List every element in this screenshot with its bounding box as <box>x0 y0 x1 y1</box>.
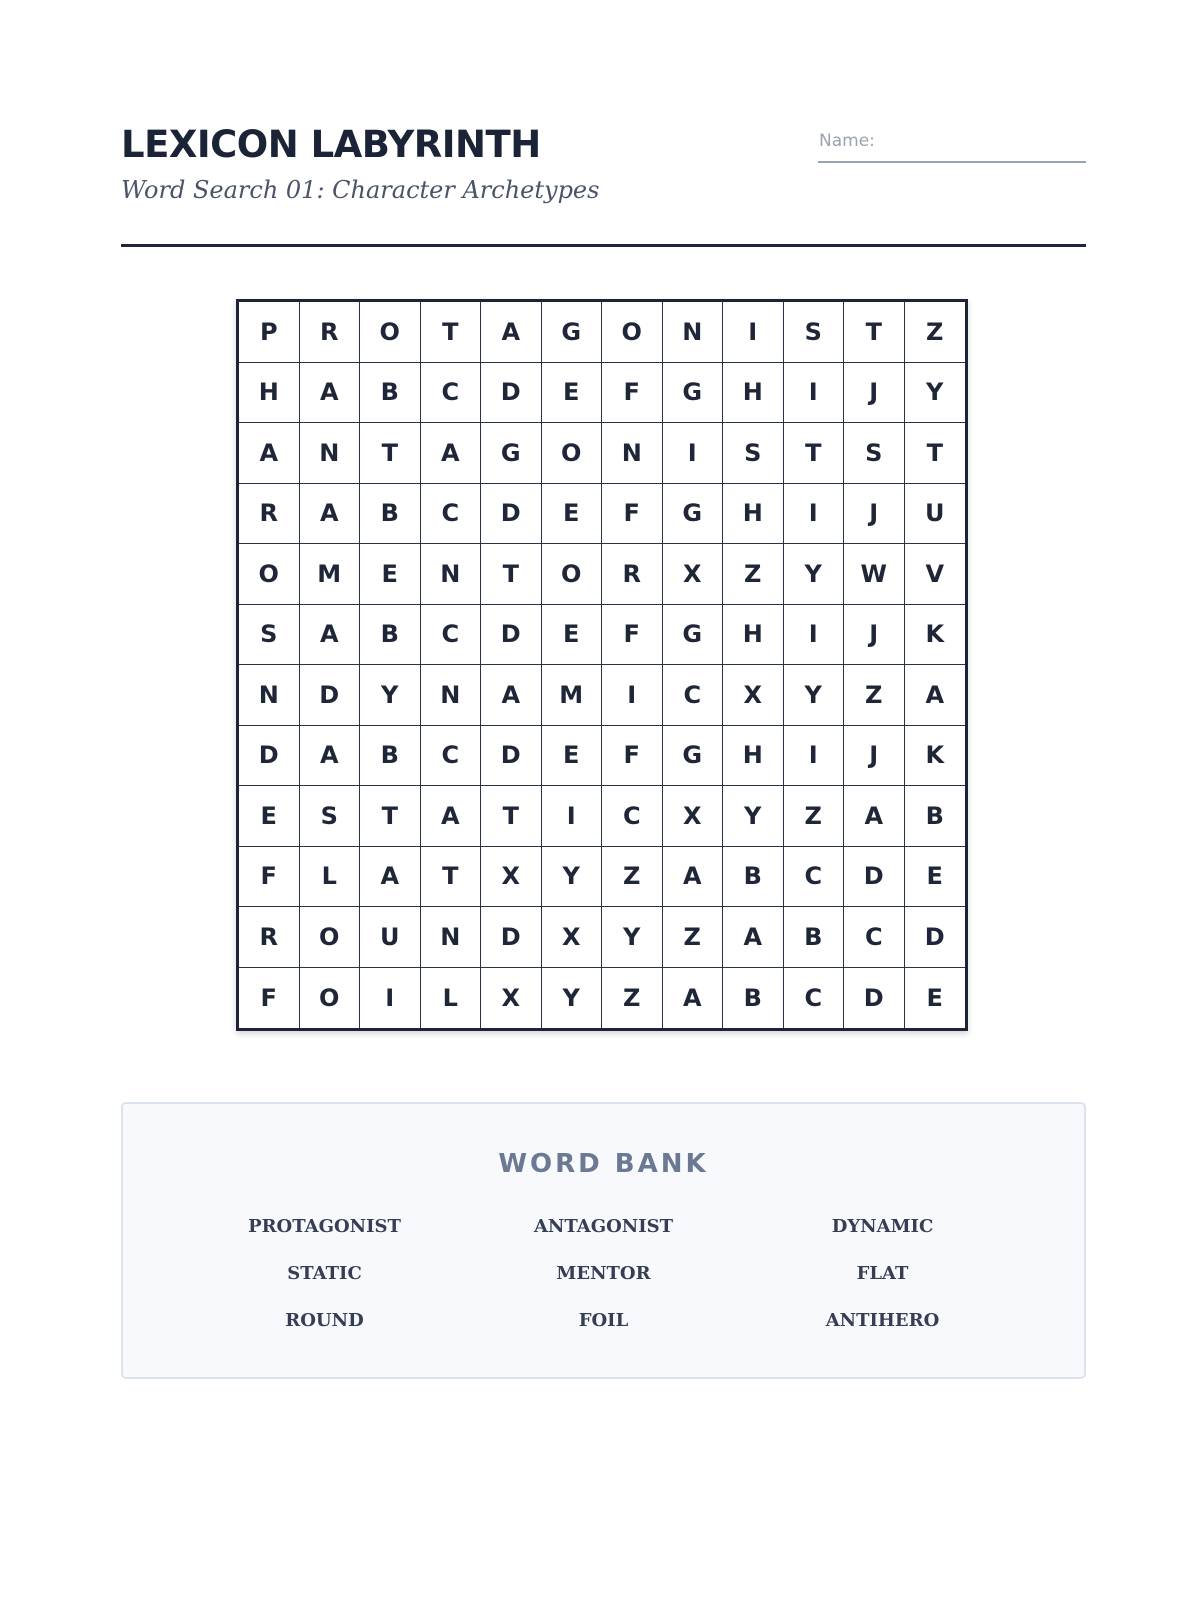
grid-cell[interactable]: A <box>239 423 300 484</box>
grid-cell[interactable]: N <box>421 665 482 726</box>
grid-cell[interactable]: F <box>602 726 663 787</box>
grid-cell[interactable]: X <box>723 665 784 726</box>
grid-cell[interactable]: D <box>481 484 542 545</box>
word-bank-item: FOIL <box>578 1310 629 1331</box>
grid-cell[interactable]: A <box>421 423 482 484</box>
grid-cell[interactable]: D <box>844 847 905 908</box>
grid-cell[interactable]: A <box>905 665 966 726</box>
grid-cell[interactable]: B <box>905 786 966 847</box>
grid-cell[interactable]: N <box>421 907 482 968</box>
grid-cell[interactable]: B <box>360 726 421 787</box>
grid-cell[interactable]: T <box>421 847 482 908</box>
grid-cell[interactable]: I <box>602 665 663 726</box>
word-bank-item: FLAT <box>856 1263 909 1284</box>
word-bank-item: ANTIHERO <box>825 1310 940 1331</box>
page-title: LEXICON LABYRINTH <box>121 123 541 166</box>
grid-cell[interactable]: G <box>663 605 724 666</box>
grid-cell[interactable]: Z <box>784 786 845 847</box>
grid-cell[interactable]: A <box>844 786 905 847</box>
grid-cell[interactable]: B <box>723 847 784 908</box>
grid-cell[interactable]: F <box>602 363 663 424</box>
grid-cell[interactable]: A <box>421 786 482 847</box>
grid-cell[interactable]: Y <box>360 665 421 726</box>
grid-cell[interactable]: D <box>844 968 905 1029</box>
grid-cell[interactable]: O <box>300 907 361 968</box>
grid-cell[interactable]: B <box>360 363 421 424</box>
grid-cell[interactable]: G <box>663 484 724 545</box>
grid-cell[interactable]: O <box>239 544 300 605</box>
grid-cell[interactable]: N <box>663 302 724 363</box>
grid-cell[interactable]: O <box>542 423 603 484</box>
grid-cell[interactable]: S <box>300 786 361 847</box>
grid-cell[interactable]: E <box>542 726 603 787</box>
grid-cell[interactable]: Y <box>602 907 663 968</box>
grid-cell[interactable]: X <box>481 968 542 1029</box>
grid-cell[interactable]: T <box>481 544 542 605</box>
grid-cell[interactable]: Z <box>723 544 784 605</box>
grid-cell[interactable]: H <box>239 363 300 424</box>
grid-cell[interactable]: R <box>239 907 300 968</box>
grid-cell[interactable]: R <box>602 544 663 605</box>
grid-cell[interactable]: A <box>300 484 361 545</box>
grid-cell[interactable]: E <box>926 983 943 1012</box>
word-bank-title: WORD BANK <box>498 1149 709 1179</box>
grid-cell[interactable]: X <box>663 544 724 605</box>
word-bank-list <box>185 1216 1022 1331</box>
grid-cell[interactable]: A <box>360 847 421 908</box>
grid-cell[interactable]: H <box>723 484 784 545</box>
grid-cell[interactable]: W <box>844 544 905 605</box>
grid-cell[interactable]: D <box>905 907 966 968</box>
grid-cell[interactable]: K <box>905 726 966 787</box>
grid-cell[interactable]: A <box>300 363 361 424</box>
grid-cell[interactable]: F <box>239 847 300 908</box>
grid-cell[interactable]: E <box>542 363 603 424</box>
grid-cell[interactable]: F <box>239 968 300 1029</box>
grid-cell[interactable]: L <box>421 968 482 1029</box>
page-subtitle: Word Search 01: Character Archetypes <box>121 176 600 204</box>
grid-cell[interactable]: A <box>663 847 724 908</box>
grid-cell[interactable]: N <box>239 665 300 726</box>
grid-cell[interactable]: I <box>360 968 421 1029</box>
grid-cell[interactable]: I <box>663 423 724 484</box>
grid-cell[interactable]: Y <box>784 665 845 726</box>
grid-cell[interactable]: U <box>360 907 421 968</box>
grid-cell[interactable]: X <box>663 786 724 847</box>
grid-cell[interactable]: A <box>300 726 361 787</box>
grid-cell[interactable]: J <box>844 484 905 545</box>
grid-cell[interactable]: M <box>300 544 361 605</box>
grid-cell[interactable]: Y <box>905 363 966 424</box>
grid-cell[interactable]: B <box>360 605 421 666</box>
grid-cell[interactable]: L <box>300 847 361 908</box>
grid-cell[interactable]: Y <box>542 968 603 1029</box>
grid-cell[interactable]: M <box>542 665 603 726</box>
grid-cell[interactable]: F <box>602 484 663 545</box>
grid-cell[interactable]: G <box>663 726 724 787</box>
grid-cell[interactable]: T <box>360 423 421 484</box>
grid-cell[interactable]: E <box>239 786 300 847</box>
word-bank <box>121 1102 1086 1379</box>
grid-cell[interactable]: J <box>844 363 905 424</box>
grid-cell[interactable]: A <box>481 665 542 726</box>
grid-cell[interactable]: R <box>300 302 361 363</box>
word-bank-item: MENTOR <box>556 1263 651 1284</box>
grid-cell[interactable]: T <box>905 423 966 484</box>
grid-cell[interactable]: R <box>239 484 300 545</box>
grid-cell[interactable]: Z <box>602 968 663 1029</box>
grid-cell[interactable]: D <box>481 363 542 424</box>
grid-cell[interactable]: H <box>723 605 784 666</box>
grid-cell[interactable]: J <box>844 726 905 787</box>
grid-cell[interactable]: G <box>481 423 542 484</box>
grid-cell[interactable]: V <box>905 544 966 605</box>
grid-cell[interactable]: A <box>300 605 361 666</box>
grid-cell[interactable]: C <box>421 605 482 666</box>
grid-cell[interactable]: G <box>663 363 724 424</box>
grid-cell[interactable]: E <box>360 544 421 605</box>
grid-cell[interactable]: I <box>784 605 845 666</box>
grid-cell[interactable]: C <box>421 726 482 787</box>
grid-cell[interactable]: D <box>300 665 361 726</box>
grid-cell[interactable]: A <box>663 968 724 1029</box>
grid-cell[interactable]: Z <box>844 665 905 726</box>
grid-cell[interactable]: X <box>542 907 603 968</box>
grid-cell[interactable]: C <box>844 907 905 968</box>
word-bank-item: STATIC <box>287 1263 362 1284</box>
grid-cell[interactable]: T <box>481 786 542 847</box>
grid-cell[interactable]: D <box>481 605 542 666</box>
grid-cell[interactable]: E <box>905 847 966 908</box>
grid-cell[interactable]: A <box>481 302 542 363</box>
grid-cell[interactable]: T <box>421 302 482 363</box>
grid-cell[interactable]: N <box>421 544 482 605</box>
grid-cell[interactable]: C <box>602 786 663 847</box>
grid-cell[interactable]: I <box>784 363 845 424</box>
grid-cell[interactable]: T <box>844 302 905 363</box>
grid-cell[interactable]: B <box>723 968 784 1029</box>
name-field[interactable] <box>818 129 1086 163</box>
grid-cell[interactable]: C <box>421 363 482 424</box>
grid-cell[interactable]: O <box>300 968 361 1029</box>
grid-cell[interactable]: T <box>784 423 845 484</box>
grid-cell[interactable]: I <box>723 302 784 363</box>
grid-cell[interactable]: O <box>602 302 663 363</box>
name-label: Name: <box>819 131 875 151</box>
word-bank-item: DYNAMIC <box>831 1216 934 1237</box>
grid-cell[interactable]: O <box>360 302 421 363</box>
grid-cell[interactable]: I <box>784 726 845 787</box>
grid-cell[interactable]: C <box>663 665 724 726</box>
grid-cell[interactable]: Y <box>723 786 784 847</box>
grid-cell[interactable]: C <box>421 484 482 545</box>
grid-cell[interactable]: I <box>784 484 845 545</box>
worksheet-header <box>121 120 1086 247</box>
word-bank-item: ROUND <box>285 1310 364 1331</box>
grid-cell[interactable]: E <box>542 484 603 545</box>
grid-cell[interactable]: B <box>784 907 845 968</box>
grid-cell[interactable]: T <box>360 786 421 847</box>
grid-cell[interactable]: U <box>905 484 966 545</box>
grid-cell[interactable]: N <box>602 423 663 484</box>
grid-cell[interactable]: S <box>844 423 905 484</box>
grid-cell[interactable]: J <box>844 605 905 666</box>
grid-cell[interactable]: S <box>784 302 845 363</box>
grid-cell[interactable]: Y <box>542 847 603 908</box>
grid-cell[interactable]: A <box>723 907 784 968</box>
grid-cell[interactable]: K <box>905 605 966 666</box>
grid-cell[interactable]: G <box>542 302 603 363</box>
grid-cell[interactable]: N <box>300 423 361 484</box>
grid-cell[interactable]: D <box>481 907 542 968</box>
grid-cell[interactable]: I <box>542 786 603 847</box>
grid-cell[interactable]: D <box>481 726 542 787</box>
grid-cell[interactable]: E <box>542 605 603 666</box>
grid-cell[interactable]: F <box>602 605 663 666</box>
grid-cell[interactable]: H <box>723 726 784 787</box>
word-bank-item: PROTAGONIST <box>248 1216 401 1237</box>
grid-cell[interactable]: Z <box>602 847 663 908</box>
grid-cell[interactable]: X <box>481 847 542 908</box>
grid-cell[interactable]: S <box>239 605 300 666</box>
grid-cell[interactable]: C <box>784 847 845 908</box>
grid-cell[interactable]: Y <box>784 544 845 605</box>
grid-cell[interactable]: C <box>784 968 845 1029</box>
grid-cell[interactable]: O <box>542 544 603 605</box>
grid-cell[interactable]: Z <box>663 907 724 968</box>
word-bank-item: ANTAGONIST <box>533 1216 674 1237</box>
grid-cell[interactable]: B <box>360 484 421 545</box>
grid-cell[interactable]: Z <box>905 302 966 363</box>
grid-cell[interactable]: P <box>239 302 300 363</box>
grid-cell[interactable]: H <box>723 363 784 424</box>
grid-cell[interactable]: D <box>239 726 300 787</box>
word-search-grid <box>236 299 968 1031</box>
grid-cell[interactable]: S <box>723 423 784 484</box>
